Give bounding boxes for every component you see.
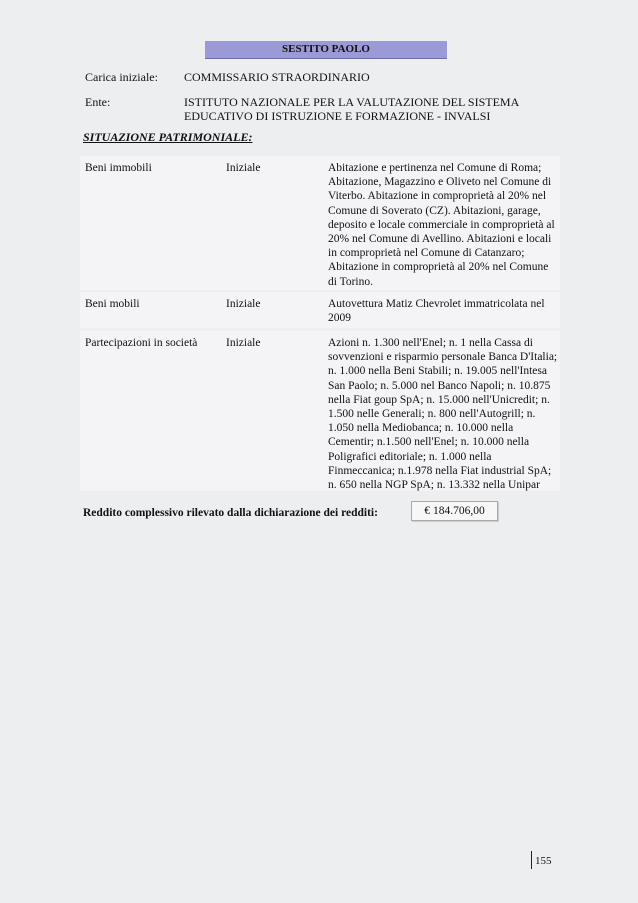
reddito-value: € 184.706,00 xyxy=(411,501,498,521)
reddito-label: Reddito complessivo rilevato dalla dichiarazione dei redditi: xyxy=(83,507,378,519)
asset-description: Azioni n. 1.300 nell'Enel; n. 1 nella Cassa di sovvenzioni e risparmio personale Banca D'Italia; n. 1.000 nella Beni Stabili; n. 19.005 nell'Intesa San Paolo; n. 5.000 nel Banco Napoli; n. 10.875 nella Fiat goup SpA; n. 15.000 nell'Unicredit; n. 1.500 nelle Generali; n. 800 nell'Autogrill; n. 1.050 nella Mediobanca; n. 10.000 nella Cementir; n.1.500 nell'Enel; n. 10.000 nella Poligrafici editoriale; n. 1.000 nella Finmeccanica; n.1.978 nella Fiat industrial SpA; n. 650 nella NGP SpA; n. 13.332 nella Unipar xyxy=(328,337,558,492)
asset-category: Partecipazioni in società xyxy=(85,337,198,349)
asset-row xyxy=(80,292,560,328)
ente-value-line1: ISTITUTO NAZIONALE PER LA VALUTAZIONE DEL SISTEMA xyxy=(184,95,520,109)
person-name-header: SESTITO PAOLO xyxy=(205,41,447,59)
ente-label: Ente: xyxy=(85,95,111,109)
asset-description: Abitazione e pertinenza nel Comune di Roma; Abitazione, Magazzino e Oliveto nel Comune di Viterbo. Abitazione in comproprietà al 20% nel Comune di Soverato (CZ). Abitazioni, garage, deposito e locale commerciale in comproprietà al 20% nel Comune di Avellino. Abitazioni e locali in comproprietà nel Comune di Catanzaro; Abitazione in comproprietà al 20% nel Comune di Torino. xyxy=(328,162,555,288)
page-number: 155 xyxy=(535,855,552,867)
carica-label: Carica iniziale: xyxy=(85,70,158,84)
asset-category: Beni mobili xyxy=(85,298,140,310)
asset-row xyxy=(80,331,560,491)
carica-value: COMMISSARIO STRAORDINARIO xyxy=(184,70,370,84)
asset-status: Iniziale xyxy=(226,298,261,310)
asset-description: Autovettura Matiz Chevrolet immatricolata nel 2009 xyxy=(328,298,545,325)
section-title: SITUAZIONE PATRIMONIALE: xyxy=(83,130,253,144)
ente-value-line2: EDUCATIVO DI ISTRUZIONE E FORMAZIONE - INVALSI xyxy=(184,109,491,123)
page-number-divider xyxy=(531,851,532,869)
asset-status: Iniziale xyxy=(226,337,261,349)
asset-status: Iniziale xyxy=(226,162,261,174)
asset-category: Beni immobili xyxy=(85,162,152,174)
asset-row xyxy=(80,156,560,290)
